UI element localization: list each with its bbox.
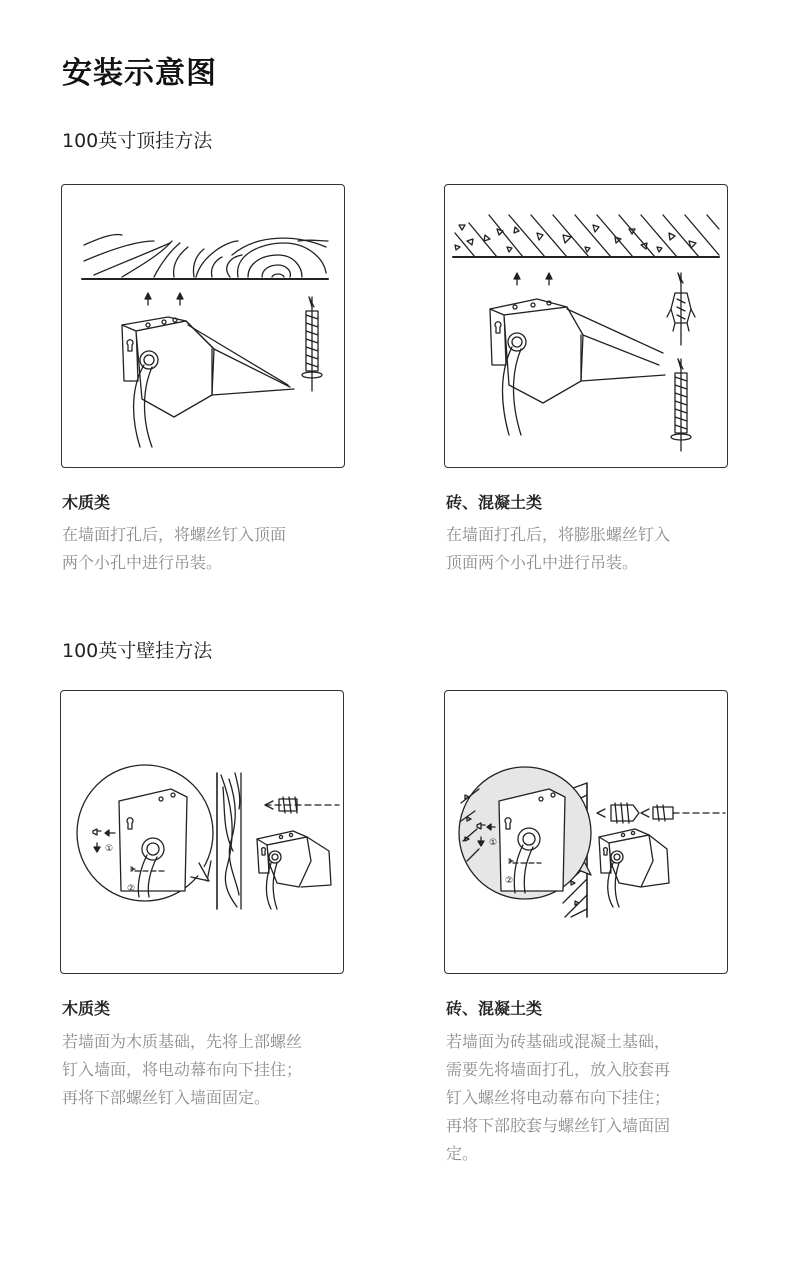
step-one-label: ① <box>105 844 114 854</box>
ceiling-concrete-illustration <box>444 184 728 468</box>
step-two-label: ② <box>505 876 514 886</box>
wall-mount-title: 100英寸壁挂方法 <box>62 640 213 662</box>
ceiling-wood-description: 在墙面打孔后，将螺丝钉入顶面 两个小孔中进行吊装。 <box>62 525 287 572</box>
ceiling-mount-title: 100英寸顶挂方法 <box>62 130 213 152</box>
page-title: 安装示意图 <box>62 56 217 91</box>
ceiling-concrete-heading: 砖、混凝土类 <box>446 493 543 512</box>
wall-concrete-heading: 砖、混凝土类 <box>446 999 543 1018</box>
wall-wood-heading: 木质类 <box>62 999 111 1018</box>
step-two-label: ② <box>127 884 136 894</box>
ceiling-wood-heading: 木质类 <box>62 493 111 512</box>
ceiling-concrete-description: 在墙面打孔后，将膨胀螺丝钉入 顶面两个小孔中进行吊装。 <box>446 525 671 572</box>
step-one-label: ① <box>489 838 498 848</box>
wall-wood-description: 若墙面为木质基础，先将上部螺丝 钉入墙面，将电动幕布向下挂住； 再将下部螺丝钉入墙面固定。 <box>62 1032 303 1107</box>
wall-wood-illustration <box>60 690 344 974</box>
wall-concrete-illustration <box>444 690 728 974</box>
wall-concrete-description: 若墙面为砖基础或混凝土基础， 需要先将墙面打孔，放入胶套再 钉入螺丝将电动幕布向下挂住； 再将下部胶套与螺丝钉入墙面固 定。 <box>446 1032 671 1163</box>
ceiling-wood-illustration <box>61 184 345 468</box>
